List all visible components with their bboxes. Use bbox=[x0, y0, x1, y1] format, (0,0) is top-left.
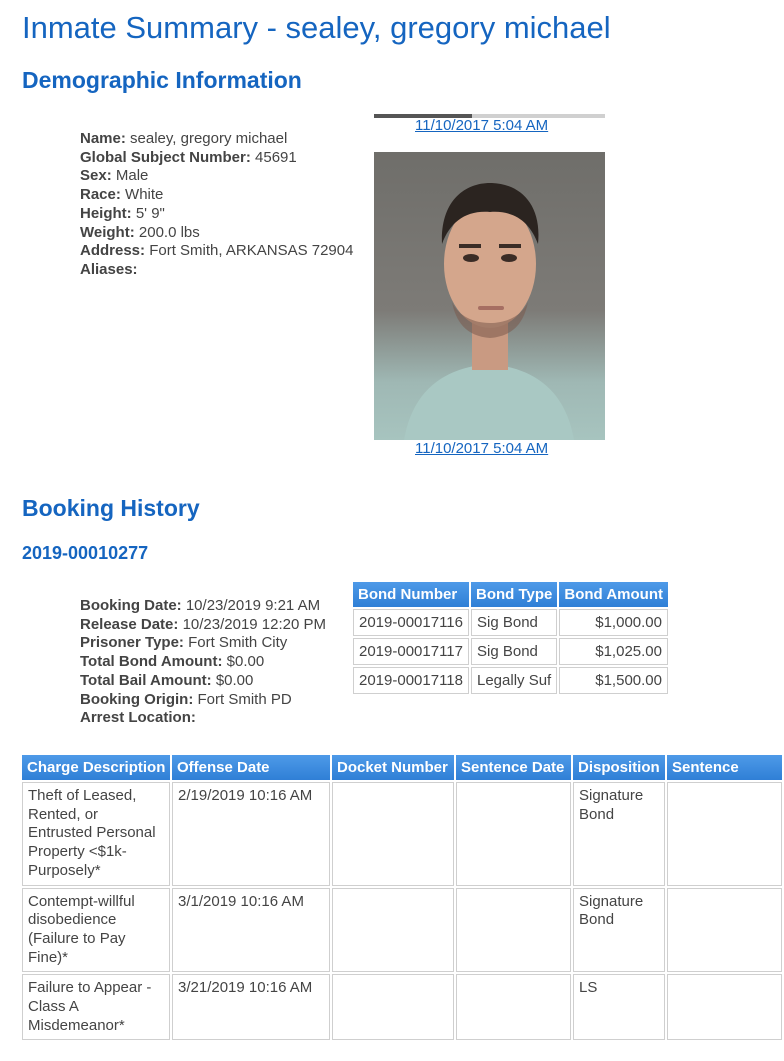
disposition-cell: Signature Bond bbox=[573, 782, 665, 886]
docket-number-cell bbox=[332, 782, 454, 886]
field-release-date: Release Date: 10/23/2019 12:20 PM bbox=[80, 615, 327, 633]
disposition-cell: LS bbox=[573, 974, 665, 1040]
photo-date-link-top[interactable]: 11/10/2017 5:04 AM bbox=[415, 117, 549, 134]
docket-number-header[interactable]: Docket Number bbox=[332, 755, 454, 780]
bond-number-cell: 2019-00017118 bbox=[353, 667, 469, 694]
booking-number: 2019-00010277 bbox=[22, 543, 149, 563]
disposition-cell: Signature Bond bbox=[573, 888, 665, 973]
field-total-bond-amount: Total Bond Amount: $0.00 bbox=[80, 653, 265, 671]
table-row bbox=[353, 667, 668, 694]
field-prisoner-type: Prisoner Type: Fort Smith City bbox=[80, 634, 288, 652]
table-row bbox=[353, 638, 668, 665]
bond-type-header[interactable]: Bond Type bbox=[471, 582, 557, 607]
field-race: Race: White bbox=[80, 186, 164, 204]
bonds-header-row bbox=[353, 582, 668, 607]
charges-table-container[interactable] bbox=[22, 753, 739, 1053]
sentence-cell bbox=[667, 974, 782, 1040]
offense-date-cell: 3/21/2019 10:16 AM bbox=[172, 974, 330, 1040]
docket-number-cell bbox=[332, 974, 454, 1040]
charges-table bbox=[20, 753, 784, 1042]
table-row bbox=[22, 782, 782, 886]
bond-amount-cell: $1,500.00 bbox=[559, 667, 668, 694]
field-aliases: Aliases: bbox=[80, 260, 138, 278]
charge-description-cell: Contempt-willful disobedience (Failure to Pay Fine)* bbox=[22, 888, 170, 973]
field-height: Height: 5' 9" bbox=[80, 204, 165, 222]
offense-date-cell: 3/1/2019 10:16 AM bbox=[172, 888, 330, 973]
sentence-cell bbox=[667, 782, 782, 886]
offense-date-header[interactable]: Offense Date bbox=[172, 755, 330, 780]
field-booking-origin: Booking Origin: Fort Smith PD bbox=[80, 690, 292, 708]
field-name: Name: sealey, gregory michael bbox=[80, 130, 288, 147]
mugshot-photo bbox=[374, 152, 605, 440]
bond-amount-cell: $1,025.00 bbox=[559, 638, 668, 665]
table-row bbox=[22, 888, 782, 973]
photo-date-link-bottom[interactable]: 11/10/2017 5:04 AM bbox=[415, 440, 549, 457]
field-global-subject-number: Global Subject Number: 45691 bbox=[80, 148, 297, 166]
sentence-cell bbox=[667, 888, 782, 973]
field-booking-date: Booking Date: 10/23/2019 9:21 AM bbox=[80, 597, 321, 614]
disposition-header[interactable]: Disposition bbox=[573, 755, 665, 780]
docket-number-cell bbox=[332, 888, 454, 973]
offense-date-cell: 2/19/2019 10:16 AM bbox=[172, 782, 330, 886]
bond-type-cell: Sig Bond bbox=[471, 609, 557, 636]
demographic-heading: Demographic Information bbox=[22, 67, 302, 93]
field-arrest-location: Arrest Location: bbox=[80, 709, 196, 727]
page-title: Inmate Summary - sealey, gregory michael bbox=[22, 10, 611, 45]
demographic-fields bbox=[80, 130, 353, 280]
bond-amount-header[interactable]: Bond Amount bbox=[559, 582, 668, 607]
field-address: Address: Fort Smith, ARKANSAS 72904 bbox=[80, 242, 354, 260]
bond-type-cell: Sig Bond bbox=[471, 638, 557, 665]
field-total-bail-amount: Total Bail Amount: $0.00 bbox=[80, 671, 254, 689]
sentence-date-cell bbox=[456, 782, 571, 886]
charges-header-row bbox=[22, 755, 782, 780]
table-row bbox=[22, 974, 782, 1040]
field-sex: Sex: Male bbox=[80, 167, 149, 185]
bond-number-header[interactable]: Bond Number bbox=[353, 582, 469, 607]
charge-description-cell: Failure to Appear - Class A Misdemeanor* bbox=[22, 974, 170, 1040]
sentence-date-cell bbox=[456, 974, 571, 1040]
bond-number-cell: 2019-00017116 bbox=[353, 609, 469, 636]
sentence-date-cell bbox=[456, 888, 571, 973]
sentence-date-header[interactable]: Sentence Date bbox=[456, 755, 571, 780]
bond-amount-cell: $1,000.00 bbox=[559, 609, 668, 636]
booking-fields bbox=[80, 597, 326, 728]
sentence-header[interactable]: Sentence bbox=[667, 755, 782, 780]
charge-description-header[interactable]: Charge Description bbox=[22, 755, 170, 780]
field-weight: Weight: 200.0 lbs bbox=[80, 223, 200, 241]
bond-number-cell: 2019-00017117 bbox=[353, 638, 469, 665]
booking-history-heading: Booking History bbox=[22, 495, 200, 521]
charge-description-cell: Theft of Leased, Rented, or Entrusted Personal Property <$1k- Purposely* bbox=[22, 782, 170, 886]
table-row bbox=[353, 609, 668, 636]
bonds-table bbox=[351, 580, 670, 696]
bond-type-cell: Legally Suf bbox=[471, 667, 557, 694]
